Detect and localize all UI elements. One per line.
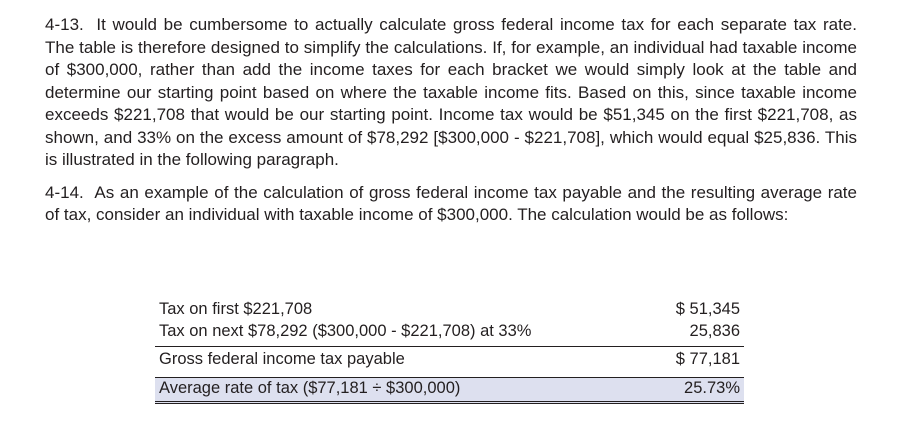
row-amount: $ 51,345 [675,300,740,318]
row-label: Tax on first $221,708 [159,300,313,318]
total-label: Gross federal income tax payable [159,350,405,368]
table-row-first-bracket [155,298,744,320]
paragraph-number: 4-13. [45,15,84,34]
paragraph-4-14 [45,182,857,227]
paragraph-text: As an example of the calculation of gross federal income tax payable and the resulting average rate of tax, consider an individual with taxable income of $300,000. The calculation would be as follows: [45,182,857,224]
paragraph-number: 4-14. [45,182,84,202]
row-label: Tax on next $78,292 ($300,000 - $221,708) at 33% [159,322,532,340]
row-amount: 25,836 [689,322,740,340]
paragraph-4-13 [45,14,857,172]
table-row-average-rate [155,377,744,404]
table-row-next-bracket [155,320,744,342]
average-label: Average rate of tax ($77,181 ÷ $300,000) [159,379,461,397]
total-amount: $ 77,181 [675,350,740,368]
table-row-gross-tax-total [155,346,744,373]
average-amount: 25.73% [684,379,740,397]
tax-calculation-table [155,298,744,404]
document-page [45,14,857,227]
paragraph-text: It would be cumbersome to actually calculate gross federal income tax for each separate tax rate. The table is therefore designed to simplify the calculations. If, for example, an individual had taxable income of $300,000, rather than add the income taxes for each bracket we would simply look at the table and determine our starting point based on where the taxable income fits. Based on this, since taxable income exceeds $221,708 that would be our starting point. Income tax would be $51,345 on the first $221,708, as shown, and 33% on the excess amount of $78,292 [$300,000 - $221,708], which would equal $25,836. This is illustrated in the following paragraph. [45,15,857,169]
